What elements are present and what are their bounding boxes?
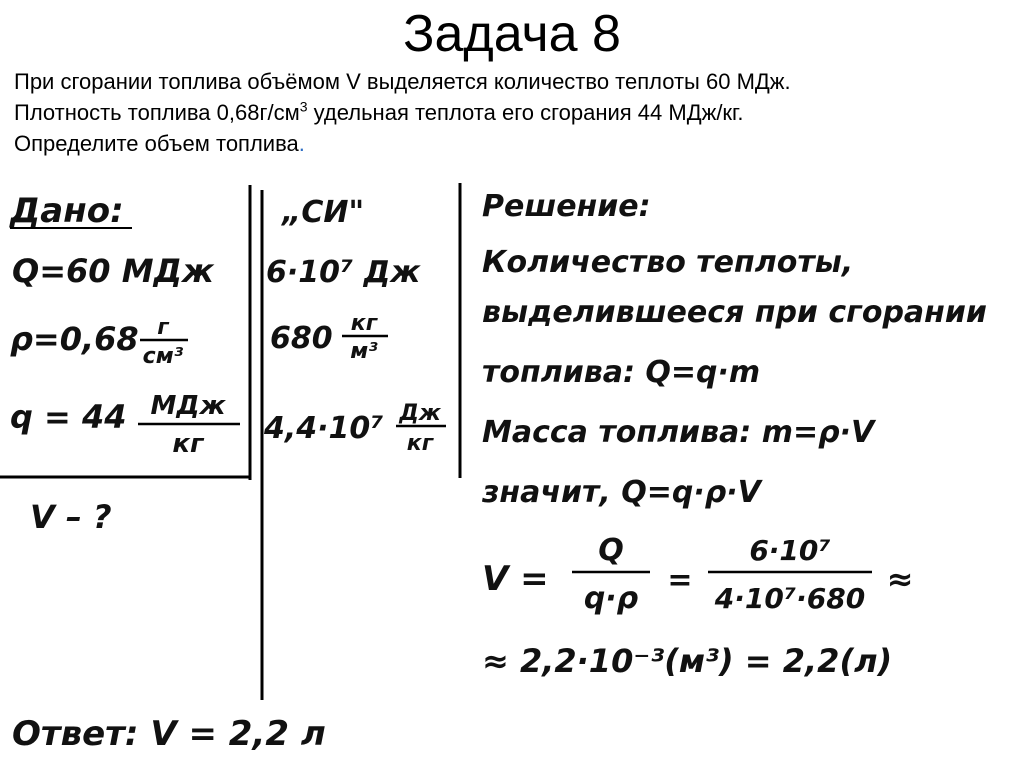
solution-line-5: значит, Q=q·ρ·V — [482, 475, 761, 510]
fraction-1-denominator: q·ρ — [583, 581, 639, 616]
si-rho-numerator: кг — [350, 311, 378, 336]
statement-line-3-text: Определите объем топлива — [14, 131, 299, 156]
fraction-2-numerator: 6·10⁷ — [749, 534, 831, 567]
given-q-total: Q=60 МДж — [12, 252, 214, 290]
si-rho-value: 680 — [270, 321, 333, 356]
si-q-total: 6·10⁷ Дж — [266, 255, 421, 290]
statement-line-2-sup: 3 — [299, 98, 308, 115]
solution-line-4: Масса топлива: m=ρ·V — [482, 415, 875, 450]
given-unknown: V – ? — [30, 498, 112, 536]
given-rho-lhs: ρ=0,68 — [10, 320, 139, 358]
si-rho-denominator: м³ — [350, 339, 378, 364]
given-rho-denominator: см³ — [142, 344, 184, 369]
solution-line-3: топлива: Q=q·m — [482, 355, 761, 390]
statement-line-1: При сгорании топлива объёмом V выделяется количество теплоты 60 МДж. — [14, 69, 791, 94]
si-q-spec-numerator: Дж — [399, 401, 441, 426]
statement-line-2-after: удельная теплота его сгорания 44 МДж/кг. — [307, 100, 744, 125]
equals-sign: = — [667, 563, 693, 598]
approx-sign: ≈ — [886, 560, 914, 598]
si-q-spec-value: 4,4·10⁷ — [264, 411, 384, 446]
fraction-1-numerator: Q — [598, 533, 624, 568]
given-rho-numerator: г — [157, 315, 169, 340]
volume-lhs: V = — [482, 559, 549, 599]
si-q-spec-denominator: кг — [406, 431, 434, 456]
result-line: ≈ 2,2·10⁻³(м³) = 2,2(л) — [482, 642, 893, 680]
given-header: Дано: — [10, 191, 124, 231]
statement-line-3-dot: . — [298, 131, 305, 156]
si-header: „СИ" — [282, 195, 365, 230]
fraction-2-denominator: 4·10⁷·680 — [714, 582, 866, 615]
statement-line-2-before: Плотность топлива 0,68г/см — [14, 100, 300, 125]
answer: Ответ: V = 2,2 л — [12, 714, 326, 754]
given-q-spec-lhs: q = 44 — [10, 398, 127, 436]
page-title: Задача 8 — [403, 5, 621, 63]
given-q-spec-numerator: МДж — [150, 391, 226, 421]
given-q-spec-denominator: кг — [172, 429, 204, 459]
solution-header: Решение: — [482, 189, 651, 224]
solution-line-2: выделившееся при сгорании — [482, 295, 987, 330]
solution-line-1: Количество теплоты, — [482, 245, 854, 280]
